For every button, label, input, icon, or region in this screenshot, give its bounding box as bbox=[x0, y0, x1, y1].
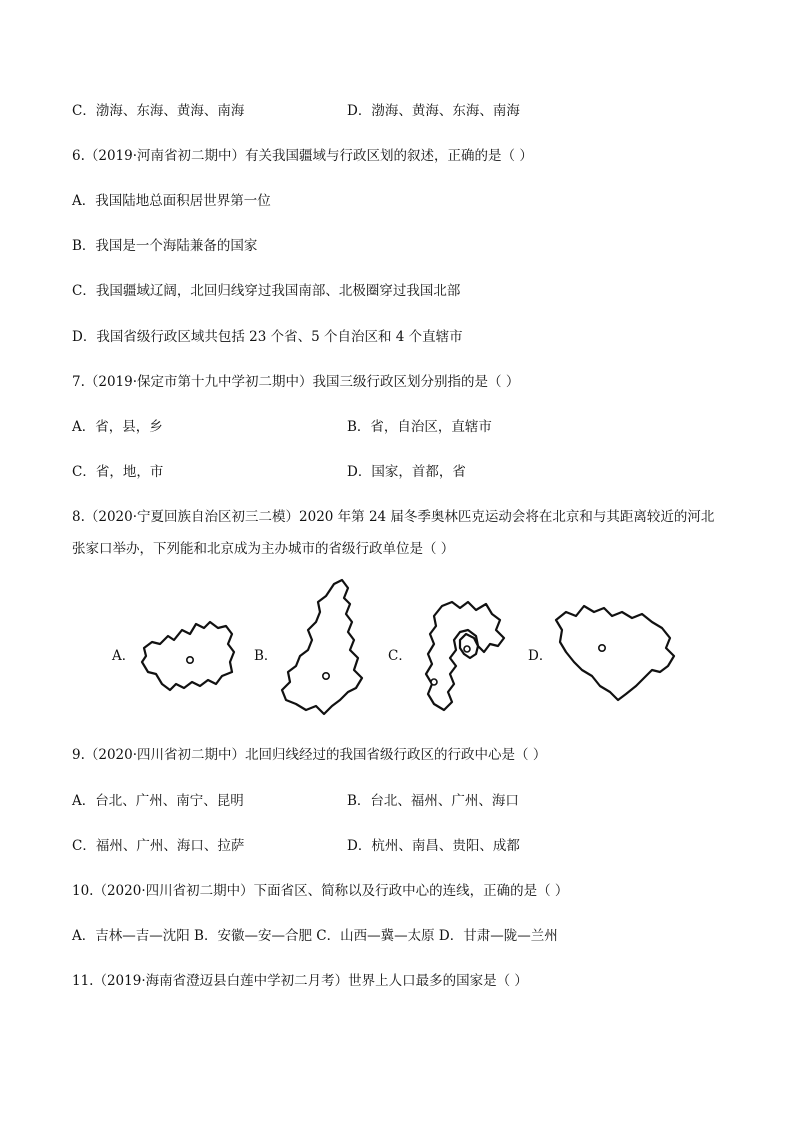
q10-options[interactable]: A．吉林—吉—沈阳 B．安徽—安—合肥 C．山西—冀—太原 D．甘肃—陇—兰州 bbox=[72, 928, 558, 944]
q6-option-c[interactable]: C．我国疆域辽阔，北回归线穿过我国南部、北极圈穿过我国北部 bbox=[72, 283, 461, 299]
q6-option-b[interactable]: B．我国是一个海陆兼备的国家 bbox=[72, 238, 258, 254]
q8-map-label-a[interactable]: A． bbox=[112, 648, 136, 664]
q6-stem: 6.（2019·河南省初二期中）有关我国疆域与行政区划的叙述，正确的是（ ） bbox=[72, 148, 533, 164]
q7-stem: 7.（2019·保定市第十九中学初二期中）我国三级行政区划分别指的是（ ） bbox=[72, 374, 520, 390]
q7-option-c[interactable]: C．省，地，市 bbox=[72, 464, 164, 480]
q11-stem: 11.（2019·海南省澄迈县白莲中学初二月考）世界上人口最多的国家是（ ） bbox=[72, 973, 528, 989]
q8-stem-line2: 张家口举办，下列能和北京成为主办城市的省级行政单位是（ ） bbox=[72, 541, 455, 557]
q9-option-c[interactable]: C．福州、广州、海口、拉萨 bbox=[72, 838, 245, 854]
province-shape-b[interactable] bbox=[278, 578, 368, 718]
q9-option-b[interactable]: B．台北、福州、广州、海口 bbox=[347, 793, 519, 809]
q8-map-label-b[interactable]: B． bbox=[254, 648, 278, 664]
q9-option-d[interactable]: D．杭州、南昌、贵阳、成都 bbox=[347, 838, 520, 854]
province-shape-d[interactable] bbox=[552, 600, 680, 704]
q9-option-a[interactable]: A．台北、广州、南宁、昆明 bbox=[72, 793, 244, 809]
province-shape-a[interactable] bbox=[138, 616, 238, 694]
q10-stem: 10.（2020·四川省初二期中）下面省区、简称以及行政中心的连线，正确的是（ ） bbox=[72, 883, 569, 899]
q6-option-d[interactable]: D．我国省级行政区域共包括 23 个省、5 个自治区和 4 个直辖市 bbox=[72, 329, 463, 345]
q8-province-maps bbox=[100, 578, 700, 718]
q7-option-b[interactable]: B．省，自治区，直辖市 bbox=[347, 419, 492, 435]
q6-option-a[interactable]: A．我国陆地总面积居世界第一位 bbox=[72, 193, 271, 209]
q7-option-a[interactable]: A．省，县，乡 bbox=[72, 419, 163, 435]
q7-option-d[interactable]: D．国家，首都，省 bbox=[347, 464, 466, 480]
province-shape-c[interactable] bbox=[420, 594, 510, 716]
q5-option-c[interactable]: C．渤海、东海、黄海、南海 bbox=[72, 103, 245, 119]
q8-map-label-d[interactable]: D． bbox=[528, 648, 553, 664]
q9-stem: 9.（2020·四川省初二期中）北回归线经过的我国省级行政区的行政中心是（ ） bbox=[72, 747, 547, 763]
q8-map-label-c[interactable]: C． bbox=[388, 648, 412, 664]
q8-stem-line1: 8.（2020·宁夏回族自治区初三二模）2020 年第 24 届冬季奥林匹克运动会将在北京和与其距离较近的河北 bbox=[72, 509, 715, 525]
q5-option-d[interactable]: D．渤海、黄海、东海、南海 bbox=[347, 103, 520, 119]
